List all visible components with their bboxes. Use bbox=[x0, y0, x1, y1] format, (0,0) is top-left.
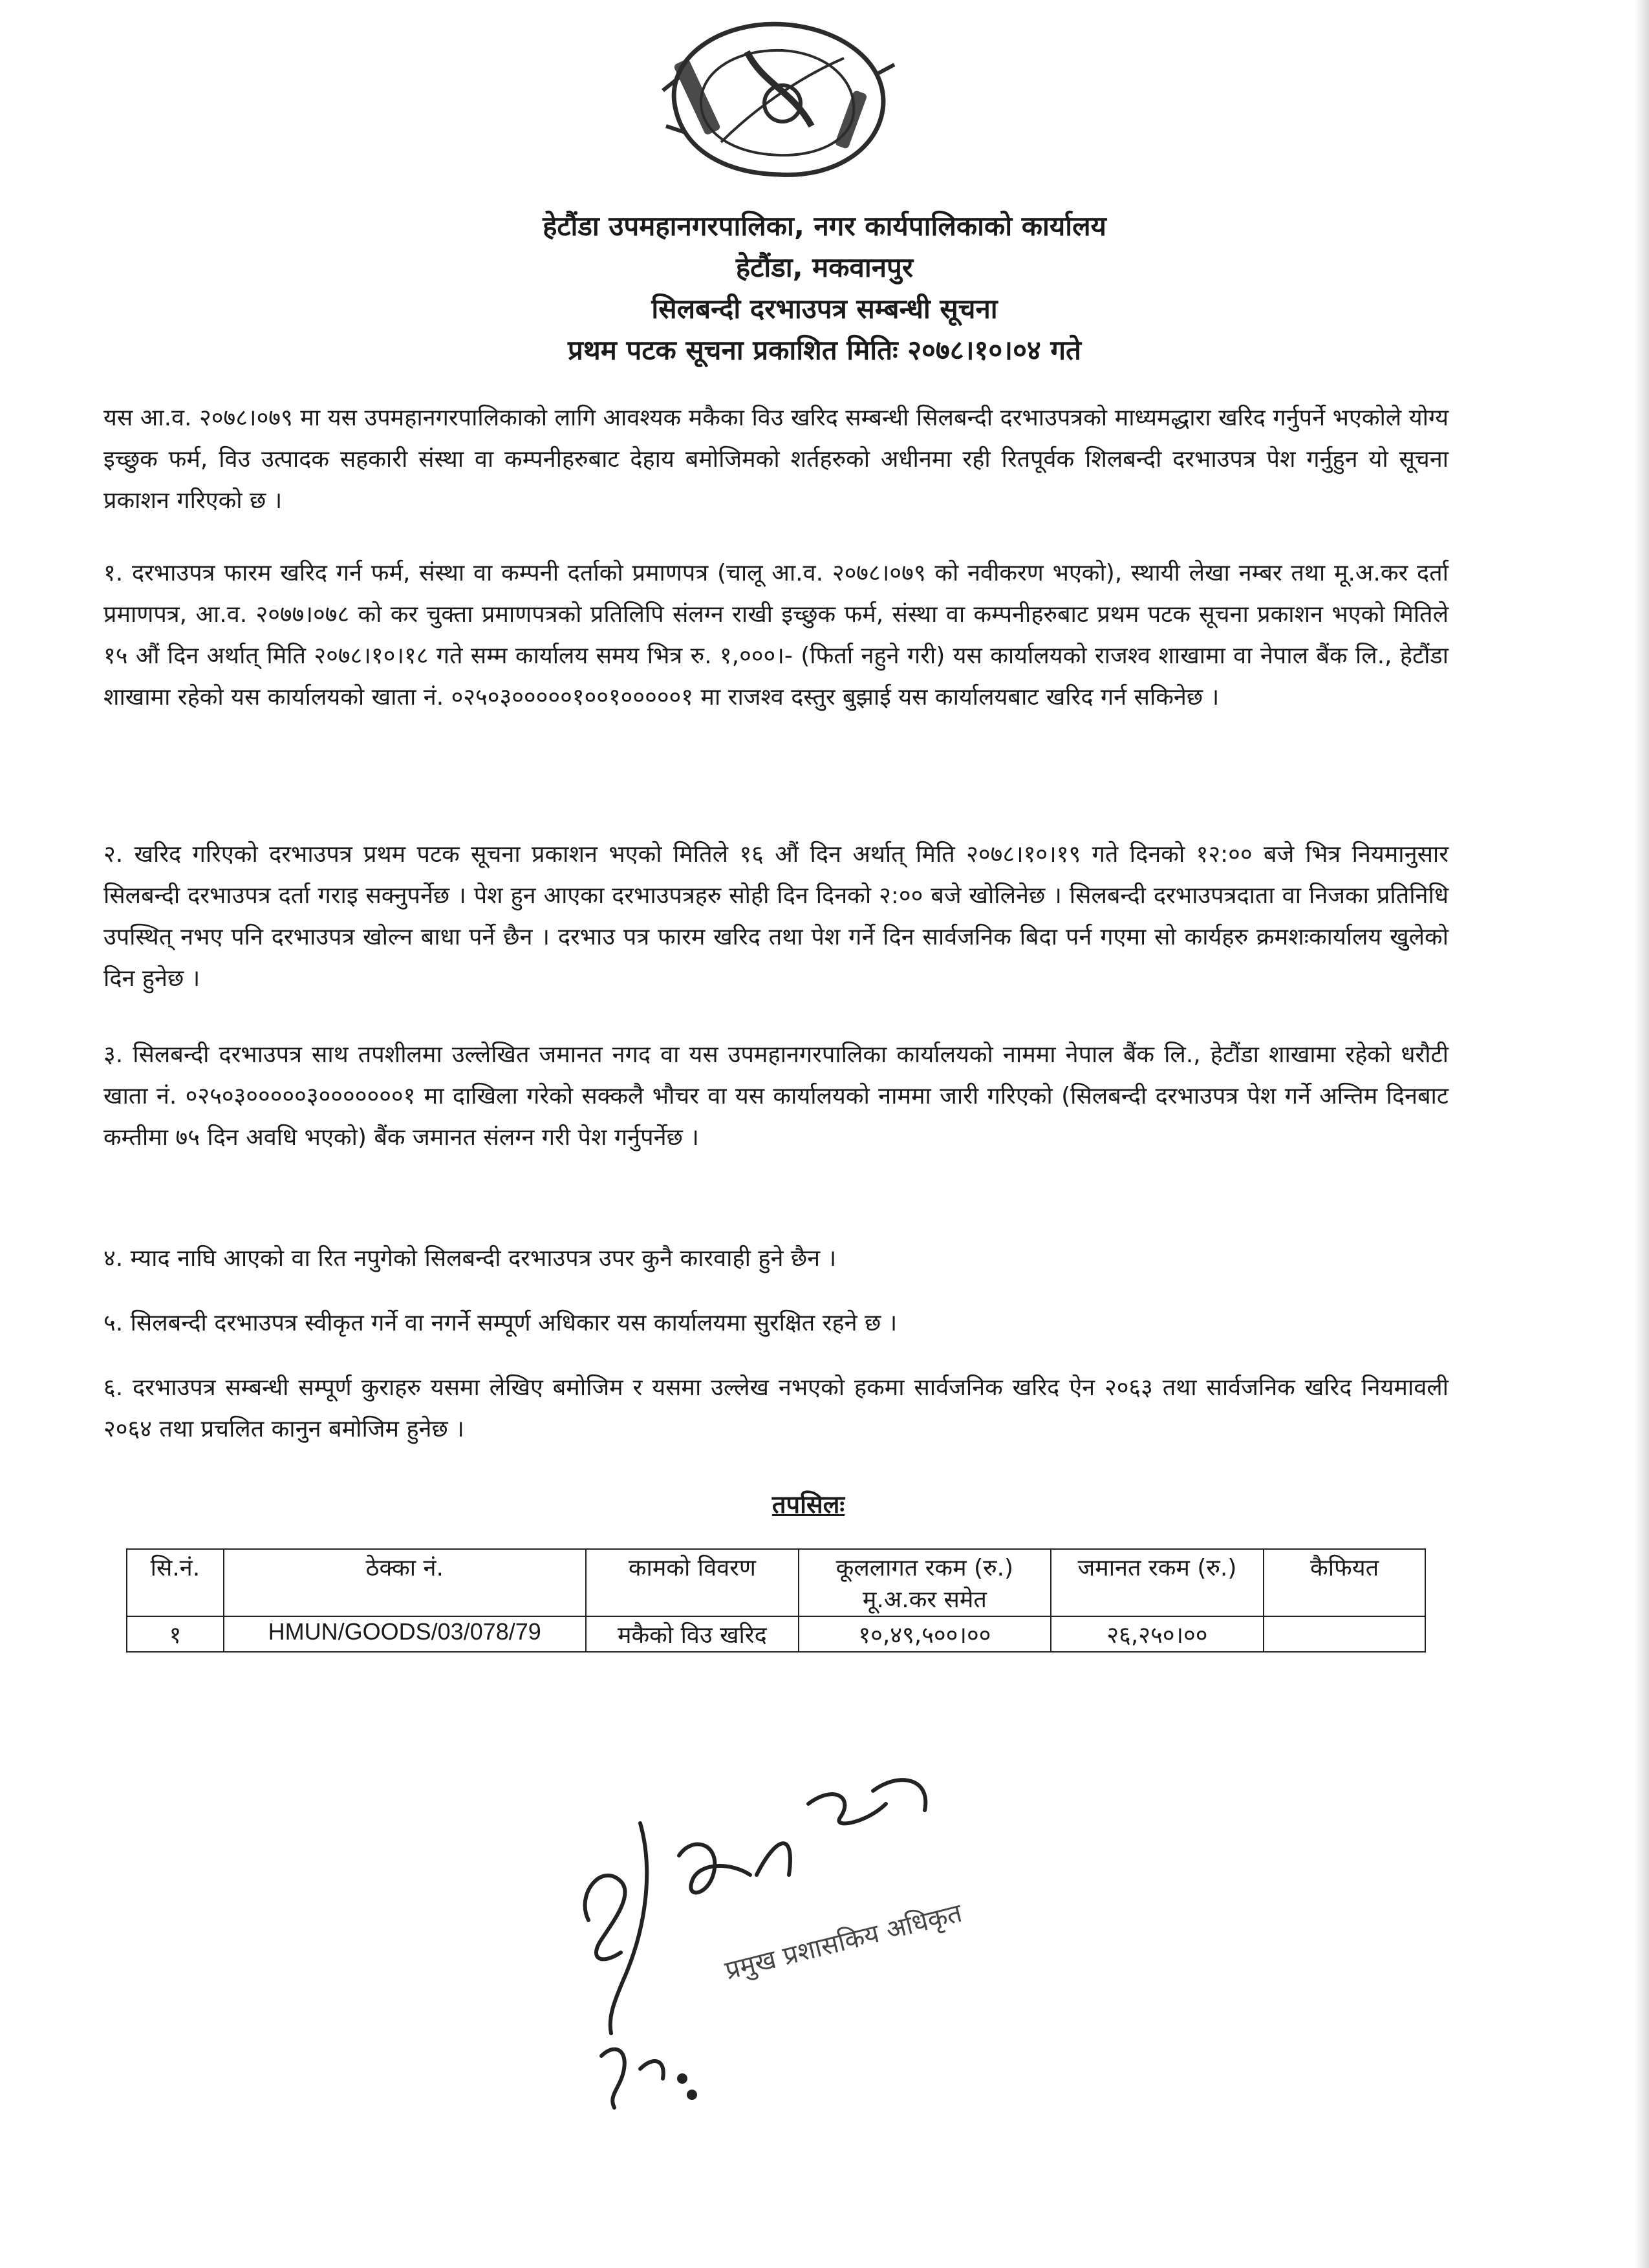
header-office-name: हेटौंडा उपमहानगरपालिका, नगर कार्यपालिकाको कार्यालय bbox=[543, 210, 1106, 242]
office-stamp bbox=[650, 13, 902, 200]
header-serial-no: सि.नं. bbox=[127, 1549, 224, 1616]
cell-work-description: मकैको विउ खरिद bbox=[586, 1616, 799, 1652]
cell-total-cost: १०,४९,५००।०० bbox=[799, 1616, 1051, 1652]
condition-4: ४. म्याद नाघि आएको वा रित नपुगेको सिलबन्दी दरभाउपत्र उपर कुनै कारवाही हुने छैन । bbox=[103, 1245, 837, 1272]
header-work-description: कामको विवरण bbox=[586, 1549, 799, 1616]
condition-6: ६. दरभाउपत्र सम्बन्धी सम्पूर्ण कुराहरु यसमा लेखिए बमोजिम र यसमा उल्लेख नभएको हकमा सार्वजनिक खरिद ऐन २०६३ तथा सार्वजनिक खरिद नियमावली २०६४ तथा प्रचलित कानुन बमोजिम हुनेछ । bbox=[103, 1375, 1449, 1442]
scan-edge bbox=[1635, 0, 1649, 2268]
notice-header bbox=[194, 206, 1455, 371]
schedule-title: तपसिलः bbox=[771, 1490, 845, 1519]
intro-paragraph: यस आ.व. २०७८।०७९ मा यस उपमहानगरपालिकाको लागि आवश्यक मकैका विउ खरिद सम्बन्धी सिलबन्दी दरभाउपत्रको माध्यमद्धारा खरिद गर्नुपर्ने भएकोले योग्य इच्छुक फर्म, विउ उत्पादक सहकारी संस्था वा कम्पनीहरुबाट देहाय बमोजिमको शर्तहरुको अधीनमा रही रितपूर्वक शिलबन्दी दरभाउपत्र पेश गर्नुहुन यो सूचना प्रकाशन गरिएको छ । bbox=[103, 405, 1449, 514]
cell-security-amount: २६,२५०।०० bbox=[1051, 1616, 1264, 1652]
cell-serial-no: १ bbox=[127, 1616, 224, 1652]
tender-schedule-table bbox=[126, 1548, 1426, 1653]
cell-contract-no: HMUN/GOODS/03/078/79 bbox=[224, 1616, 586, 1652]
header-publish-date: प्रथम पटक सूचना प्रकाशित मितिः २०७८।१०।०४ गते bbox=[568, 334, 1081, 366]
header-address: हेटौंडा, मकवानपुर bbox=[735, 251, 914, 283]
header-total-cost: कूललागत रकम (रु.) मू.अ.कर समेत bbox=[799, 1549, 1051, 1616]
table-row bbox=[127, 1616, 1425, 1652]
header-notice-title: सिलबन्दी दरभाउपत्र सम्बन्धी सूचना bbox=[651, 293, 998, 325]
condition-5: ५. सिलबन्दी दरभाउपत्र स्वीकृत गर्ने वा नगर्ने सम्पूर्ण अधिकार यस कार्यालयमा सुरक्षित रहने छ । bbox=[103, 1310, 898, 1336]
cell-remarks bbox=[1264, 1616, 1425, 1652]
table-header-row bbox=[127, 1549, 1425, 1616]
condition-3: ३. सिलबन्दी दरभाउपत्र साथ तपशीलमा उल्लेखित जमानत नगद वा यस उपमहानगरपालिका कार्यालयको नाममा नेपाल बैंक लि., हेटौंडा शाखामा रहेको धरौटी खाता नं. ०२५०३०००००३०००००००१ मा दाखिला गरेको सक्कलै भौचर वा यस कार्यालयको नाममा जारी गरिएको (सिलबन्दी दरभाउपत्र पेश गर्ने अन्तिम दिनबाट कम्तीमा ७५ दिन अवधि भएको) बैंक जमानत संलग्न गरी पेश गर्नुपर्नेछ । bbox=[103, 1042, 1449, 1151]
condition-1: १. दरभाउपत्र फारम खरिद गर्न फर्म, संस्था वा कम्पनी दर्ताको प्रमाणपत्र (चालू आ.व. २०७८।०७९ को नवीकरण भएको), स्थायी लेखा नम्बर तथा मू.अ.कर दर्ता प्रमाणपत्र, आ.व. २०७७।०७८ को कर चुक्ता प्रमाणपत्रको प्रतिलिपि संलग्न राखी इच्छुक फर्म, संस्था वा कम्पनीहरुबाट प्रथम पटक सूचना प्रकाशन भएको मितिले १५ औं दिन अर्थात् मिति २०७८।१०।१८ गते सम्म कार्यालय समय भित्र रु. १,०००।- (फिर्ता नहुने गरी) यस कार्यालयको राजश्व शाखामा वा नेपाल बैंक लि., हेटौंडा शाखामा रहेको यस कार्यालयको खाता नं. ०२५०३०००००१००१०००००१ मा राजश्व दस्तुर बुझाई यस कार्यालयबाट खरिद गर्न सकिनेछ । bbox=[103, 560, 1449, 711]
header-contract-no: ठेक्का नं. bbox=[224, 1549, 586, 1616]
header-security-amount: जमानत रकम (रु.) bbox=[1051, 1549, 1264, 1616]
signatory-designation: प्रमुख प्रशासकिय अधिकृत bbox=[722, 1898, 965, 1986]
condition-2: २. खरिद गरिएको दरभाउपत्र प्रथम पटक सूचना प्रकाशन भएको मितिले १६ औं दिन अर्थात् मिति २०७८।१०।१९ गते दिनको १२:०० बजे भित्र नियमानुसार सिलबन्दी दरभाउपत्र दर्ता गराइ सक्नुपर्नेछ । पेश हुन आएका दरभाउपत्रहरु सोही दिन दिनको २:०० बजे खोलिनेछ । सिलबन्दी दरभाउपत्रदाता वा निजका प्रतिनिधि उपस्थित् नभए पनि दरभाउपत्र खोल्न बाधा पर्ने छैन । दरभाउ पत्र फारम खरिद तथा पेश गर्ने दिन सार्वजनिक बिदा पर्न गएमा सो कार्यहरु क्रमशःकार्यालय खुलेको दिन हुनेछ । bbox=[103, 841, 1449, 992]
header-remarks: कैफियत bbox=[1264, 1549, 1425, 1616]
